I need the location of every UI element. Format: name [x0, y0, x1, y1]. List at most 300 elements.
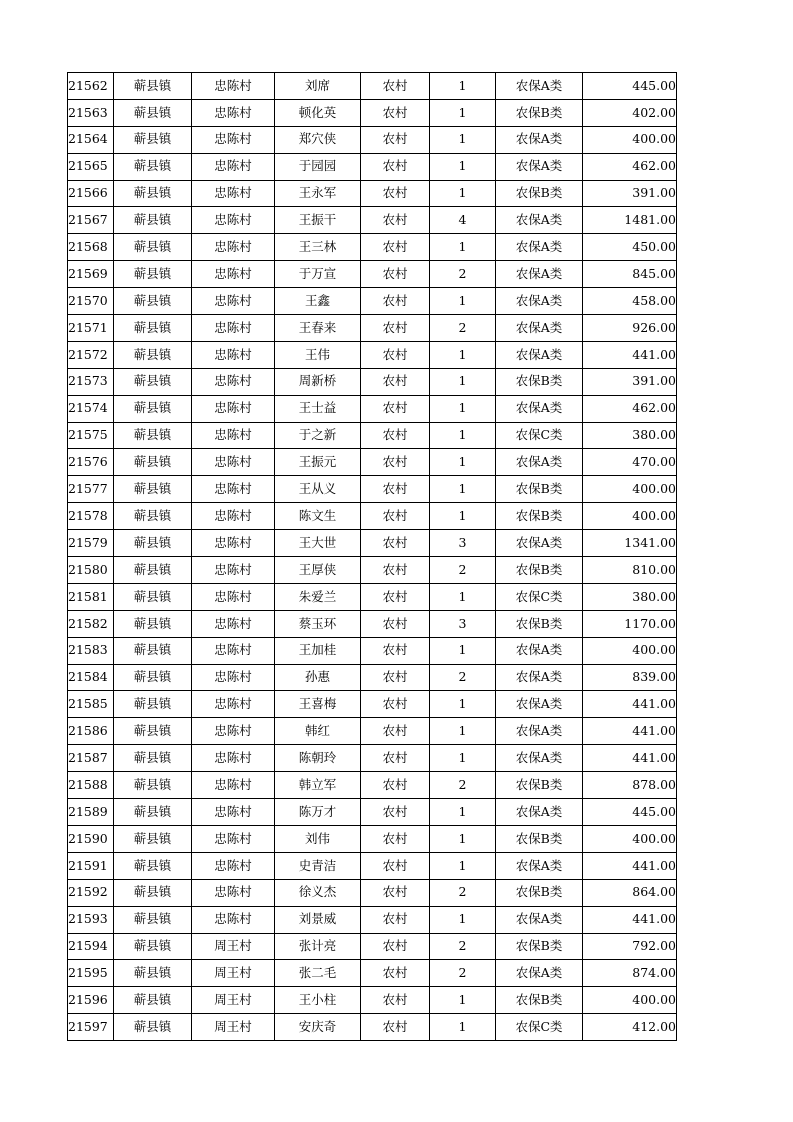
town-cell: 蕲县镇 — [114, 610, 192, 637]
household-count-cell: 1 — [430, 799, 496, 826]
town-cell: 蕲县镇 — [114, 126, 192, 153]
table-row — [68, 207, 677, 234]
household-count-cell: 1 — [430, 691, 496, 718]
insurance-category-cell: 农保A类 — [496, 207, 583, 234]
table-row — [68, 395, 677, 422]
amount-cell: 400.00 — [583, 825, 677, 852]
village-cell: 忠陈村 — [192, 234, 275, 261]
insurance-category-cell: 农保A类 — [496, 341, 583, 368]
insurance-category-cell: 农保A类 — [496, 530, 583, 557]
amount-cell: 402.00 — [583, 99, 677, 126]
area-type-cell: 农村 — [361, 825, 430, 852]
amount-cell: 874.00 — [583, 960, 677, 987]
area-type-cell: 农村 — [361, 852, 430, 879]
record-id-cell: 21571 — [68, 315, 114, 342]
amount-cell: 400.00 — [583, 637, 677, 664]
area-type-cell: 农村 — [361, 234, 430, 261]
village-cell: 忠陈村 — [192, 637, 275, 664]
town-cell: 蕲县镇 — [114, 422, 192, 449]
insurance-category-cell: 农保A类 — [496, 745, 583, 772]
person-name-cell: 孙惠 — [275, 664, 361, 691]
area-type-cell: 农村 — [361, 395, 430, 422]
record-id-cell: 21590 — [68, 825, 114, 852]
household-count-cell: 1 — [430, 476, 496, 503]
amount-cell: 441.00 — [583, 341, 677, 368]
town-cell: 蕲县镇 — [114, 288, 192, 315]
town-cell: 蕲县镇 — [114, 583, 192, 610]
table-row — [68, 933, 677, 960]
record-id-cell: 21563 — [68, 99, 114, 126]
amount-cell: 926.00 — [583, 315, 677, 342]
table-row — [68, 261, 677, 288]
person-name-cell: 陈万才 — [275, 799, 361, 826]
household-count-cell: 1 — [430, 503, 496, 530]
person-name-cell: 王加桂 — [275, 637, 361, 664]
insurance-category-cell: 农保A类 — [496, 718, 583, 745]
household-count-cell: 1 — [430, 906, 496, 933]
insurance-category-cell: 农保A类 — [496, 449, 583, 476]
village-cell: 忠陈村 — [192, 906, 275, 933]
village-cell: 忠陈村 — [192, 288, 275, 315]
insurance-category-cell: 农保A类 — [496, 73, 583, 100]
village-cell: 忠陈村 — [192, 261, 275, 288]
area-type-cell: 农村 — [361, 906, 430, 933]
record-id-cell: 21582 — [68, 610, 114, 637]
village-cell: 忠陈村 — [192, 395, 275, 422]
table-row — [68, 772, 677, 799]
household-count-cell: 4 — [430, 207, 496, 234]
insurance-category-cell: 农保A类 — [496, 234, 583, 261]
insurance-category-cell: 农保B类 — [496, 933, 583, 960]
area-type-cell: 农村 — [361, 772, 430, 799]
person-name-cell: 陈朝玲 — [275, 745, 361, 772]
record-id-cell: 21596 — [68, 987, 114, 1014]
amount-cell: 445.00 — [583, 73, 677, 100]
household-count-cell: 1 — [430, 99, 496, 126]
person-name-cell: 于万宣 — [275, 261, 361, 288]
town-cell: 蕲县镇 — [114, 825, 192, 852]
village-cell: 忠陈村 — [192, 368, 275, 395]
town-cell: 蕲县镇 — [114, 691, 192, 718]
village-cell: 周王村 — [192, 987, 275, 1014]
village-cell: 忠陈村 — [192, 207, 275, 234]
amount-cell: 810.00 — [583, 557, 677, 584]
table-row — [68, 987, 677, 1014]
record-id-cell: 21573 — [68, 368, 114, 395]
household-count-cell: 1 — [430, 180, 496, 207]
area-type-cell: 农村 — [361, 99, 430, 126]
record-id-cell: 21577 — [68, 476, 114, 503]
amount-cell: 441.00 — [583, 691, 677, 718]
town-cell: 蕲县镇 — [114, 449, 192, 476]
town-cell: 蕲县镇 — [114, 1014, 192, 1041]
person-name-cell: 韩红 — [275, 718, 361, 745]
amount-cell: 1341.00 — [583, 530, 677, 557]
person-name-cell: 王春来 — [275, 315, 361, 342]
table-row — [68, 691, 677, 718]
amount-cell: 458.00 — [583, 288, 677, 315]
village-cell: 忠陈村 — [192, 476, 275, 503]
person-name-cell: 张计亮 — [275, 933, 361, 960]
amount-cell: 1481.00 — [583, 207, 677, 234]
table-row — [68, 852, 677, 879]
amount-cell: 380.00 — [583, 583, 677, 610]
household-count-cell: 1 — [430, 987, 496, 1014]
area-type-cell: 农村 — [361, 987, 430, 1014]
record-id-cell: 21580 — [68, 557, 114, 584]
amount-cell: 400.00 — [583, 126, 677, 153]
town-cell: 蕲县镇 — [114, 395, 192, 422]
insurance-category-cell: 农保A类 — [496, 126, 583, 153]
village-cell: 忠陈村 — [192, 825, 275, 852]
insurance-category-cell: 农保B类 — [496, 557, 583, 584]
record-id-cell: 21588 — [68, 772, 114, 799]
record-id-cell: 21578 — [68, 503, 114, 530]
town-cell: 蕲县镇 — [114, 341, 192, 368]
town-cell: 蕲县镇 — [114, 772, 192, 799]
insurance-category-cell: 农保B类 — [496, 180, 583, 207]
town-cell: 蕲县镇 — [114, 852, 192, 879]
village-cell: 忠陈村 — [192, 718, 275, 745]
insurance-category-cell: 农保B类 — [496, 503, 583, 530]
table-row — [68, 234, 677, 261]
person-name-cell: 韩立军 — [275, 772, 361, 799]
roster-table-body — [68, 73, 677, 1041]
household-count-cell: 2 — [430, 261, 496, 288]
table-row — [68, 637, 677, 664]
insurance-category-cell: 农保B类 — [496, 987, 583, 1014]
insurance-category-cell: 农保B类 — [496, 368, 583, 395]
town-cell: 蕲县镇 — [114, 933, 192, 960]
amount-cell: 391.00 — [583, 368, 677, 395]
insurance-category-cell: 农保A类 — [496, 852, 583, 879]
table-row — [68, 664, 677, 691]
insurance-category-cell: 农保C类 — [496, 1014, 583, 1041]
household-count-cell: 3 — [430, 530, 496, 557]
town-cell: 蕲县镇 — [114, 207, 192, 234]
amount-cell: 441.00 — [583, 906, 677, 933]
household-count-cell: 1 — [430, 637, 496, 664]
household-count-cell: 2 — [430, 960, 496, 987]
area-type-cell: 农村 — [361, 583, 430, 610]
household-count-cell: 1 — [430, 73, 496, 100]
record-id-cell: 21570 — [68, 288, 114, 315]
table-row — [68, 583, 677, 610]
insurance-category-cell: 农保A类 — [496, 261, 583, 288]
amount-cell: 1170.00 — [583, 610, 677, 637]
area-type-cell: 农村 — [361, 153, 430, 180]
insurance-category-cell: 农保A类 — [496, 799, 583, 826]
village-cell: 忠陈村 — [192, 503, 275, 530]
household-count-cell: 2 — [430, 557, 496, 584]
household-count-cell: 1 — [430, 745, 496, 772]
record-id-cell: 21564 — [68, 126, 114, 153]
area-type-cell: 农村 — [361, 261, 430, 288]
area-type-cell: 农村 — [361, 449, 430, 476]
town-cell: 蕲县镇 — [114, 637, 192, 664]
table-row — [68, 153, 677, 180]
amount-cell: 864.00 — [583, 879, 677, 906]
household-count-cell: 1 — [430, 422, 496, 449]
person-name-cell: 王三林 — [275, 234, 361, 261]
town-cell: 蕲县镇 — [114, 99, 192, 126]
person-name-cell: 王永军 — [275, 180, 361, 207]
insurance-category-cell: 农保B类 — [496, 825, 583, 852]
village-cell: 周王村 — [192, 1014, 275, 1041]
village-cell: 忠陈村 — [192, 73, 275, 100]
insurance-category-cell: 农保A类 — [496, 153, 583, 180]
person-name-cell: 王振干 — [275, 207, 361, 234]
record-id-cell: 21589 — [68, 799, 114, 826]
amount-cell: 400.00 — [583, 476, 677, 503]
village-cell: 忠陈村 — [192, 530, 275, 557]
household-count-cell: 1 — [430, 368, 496, 395]
village-cell: 忠陈村 — [192, 799, 275, 826]
household-count-cell: 1 — [430, 153, 496, 180]
insurance-category-cell: 农保A类 — [496, 315, 583, 342]
insurance-category-cell: 农保B类 — [496, 772, 583, 799]
insurance-category-cell: 农保A类 — [496, 960, 583, 987]
area-type-cell: 农村 — [361, 879, 430, 906]
table-row — [68, 341, 677, 368]
town-cell: 蕲县镇 — [114, 476, 192, 503]
town-cell: 蕲县镇 — [114, 557, 192, 584]
insurance-category-cell: 农保A类 — [496, 395, 583, 422]
town-cell: 蕲县镇 — [114, 745, 192, 772]
person-name-cell: 于之新 — [275, 422, 361, 449]
area-type-cell: 农村 — [361, 718, 430, 745]
table-row — [68, 99, 677, 126]
person-name-cell: 王大世 — [275, 530, 361, 557]
village-cell: 忠陈村 — [192, 691, 275, 718]
table-row — [68, 126, 677, 153]
record-id-cell: 21574 — [68, 395, 114, 422]
area-type-cell: 农村 — [361, 368, 430, 395]
insurance-category-cell: 农保A类 — [496, 906, 583, 933]
area-type-cell: 农村 — [361, 799, 430, 826]
person-name-cell: 王厚侠 — [275, 557, 361, 584]
record-id-cell: 21591 — [68, 852, 114, 879]
town-cell: 蕲县镇 — [114, 987, 192, 1014]
person-name-cell: 王喜梅 — [275, 691, 361, 718]
person-name-cell: 朱爱兰 — [275, 583, 361, 610]
record-id-cell: 21567 — [68, 207, 114, 234]
household-count-cell: 2 — [430, 664, 496, 691]
village-cell: 周王村 — [192, 933, 275, 960]
person-name-cell: 徐义杰 — [275, 879, 361, 906]
record-id-cell: 21585 — [68, 691, 114, 718]
area-type-cell: 农村 — [361, 341, 430, 368]
household-count-cell: 2 — [430, 772, 496, 799]
record-id-cell: 21562 — [68, 73, 114, 100]
table-row — [68, 960, 677, 987]
person-name-cell: 王伟 — [275, 341, 361, 368]
amount-cell: 445.00 — [583, 799, 677, 826]
town-cell: 蕲县镇 — [114, 73, 192, 100]
village-cell: 周王村 — [192, 960, 275, 987]
amount-cell: 462.00 — [583, 153, 677, 180]
town-cell: 蕲县镇 — [114, 315, 192, 342]
record-id-cell: 21565 — [68, 153, 114, 180]
town-cell: 蕲县镇 — [114, 153, 192, 180]
insurance-category-cell: 农保B类 — [496, 610, 583, 637]
area-type-cell: 农村 — [361, 476, 430, 503]
town-cell: 蕲县镇 — [114, 879, 192, 906]
insurance-category-cell: 农保A类 — [496, 637, 583, 664]
household-count-cell: 1 — [430, 395, 496, 422]
table-row — [68, 422, 677, 449]
record-id-cell: 21569 — [68, 261, 114, 288]
area-type-cell: 农村 — [361, 933, 430, 960]
household-count-cell: 2 — [430, 933, 496, 960]
person-name-cell: 于园园 — [275, 153, 361, 180]
person-name-cell: 刘席 — [275, 73, 361, 100]
person-name-cell: 刘景威 — [275, 906, 361, 933]
village-cell: 忠陈村 — [192, 583, 275, 610]
area-type-cell: 农村 — [361, 180, 430, 207]
table-row — [68, 879, 677, 906]
household-count-cell: 1 — [430, 825, 496, 852]
record-id-cell: 21597 — [68, 1014, 114, 1041]
amount-cell: 400.00 — [583, 503, 677, 530]
village-cell: 忠陈村 — [192, 180, 275, 207]
town-cell: 蕲县镇 — [114, 530, 192, 557]
town-cell: 蕲县镇 — [114, 503, 192, 530]
household-count-cell: 1 — [430, 234, 496, 261]
table-row — [68, 368, 677, 395]
table-row — [68, 718, 677, 745]
person-name-cell: 刘伟 — [275, 825, 361, 852]
town-cell: 蕲县镇 — [114, 234, 192, 261]
household-count-cell: 2 — [430, 315, 496, 342]
area-type-cell: 农村 — [361, 530, 430, 557]
insurance-category-cell: 农保C类 — [496, 583, 583, 610]
table-row — [68, 610, 677, 637]
household-count-cell: 2 — [430, 879, 496, 906]
insurance-category-cell: 农保B类 — [496, 879, 583, 906]
person-name-cell: 陈文生 — [275, 503, 361, 530]
person-name-cell: 王士益 — [275, 395, 361, 422]
area-type-cell: 农村 — [361, 637, 430, 664]
person-name-cell: 顿化英 — [275, 99, 361, 126]
record-id-cell: 21586 — [68, 718, 114, 745]
household-count-cell: 1 — [430, 288, 496, 315]
area-type-cell: 农村 — [361, 503, 430, 530]
village-cell: 忠陈村 — [192, 422, 275, 449]
village-cell: 忠陈村 — [192, 745, 275, 772]
area-type-cell: 农村 — [361, 557, 430, 584]
amount-cell: 839.00 — [583, 664, 677, 691]
household-count-cell: 1 — [430, 583, 496, 610]
village-cell: 忠陈村 — [192, 126, 275, 153]
amount-cell: 450.00 — [583, 234, 677, 261]
person-name-cell: 王小柱 — [275, 987, 361, 1014]
person-name-cell: 王从义 — [275, 476, 361, 503]
village-cell: 忠陈村 — [192, 153, 275, 180]
village-cell: 忠陈村 — [192, 99, 275, 126]
village-cell: 忠陈村 — [192, 664, 275, 691]
area-type-cell: 农村 — [361, 315, 430, 342]
table-row — [68, 530, 677, 557]
person-name-cell: 蔡玉环 — [275, 610, 361, 637]
table-row — [68, 476, 677, 503]
area-type-cell: 农村 — [361, 422, 430, 449]
village-cell: 忠陈村 — [192, 315, 275, 342]
area-type-cell: 农村 — [361, 288, 430, 315]
record-id-cell: 21576 — [68, 449, 114, 476]
table-row — [68, 73, 677, 100]
household-count-cell: 1 — [430, 1014, 496, 1041]
area-type-cell: 农村 — [361, 1014, 430, 1041]
town-cell: 蕲县镇 — [114, 960, 192, 987]
area-type-cell: 农村 — [361, 960, 430, 987]
insurance-category-cell: 农保B类 — [496, 476, 583, 503]
table-row — [68, 315, 677, 342]
amount-cell: 462.00 — [583, 395, 677, 422]
town-cell: 蕲县镇 — [114, 718, 192, 745]
village-cell: 忠陈村 — [192, 772, 275, 799]
village-cell: 忠陈村 — [192, 852, 275, 879]
record-id-cell: 21592 — [68, 879, 114, 906]
town-cell: 蕲县镇 — [114, 180, 192, 207]
town-cell: 蕲县镇 — [114, 799, 192, 826]
village-cell: 忠陈村 — [192, 610, 275, 637]
amount-cell: 380.00 — [583, 422, 677, 449]
household-count-cell: 1 — [430, 341, 496, 368]
amount-cell: 441.00 — [583, 718, 677, 745]
area-type-cell: 农村 — [361, 745, 430, 772]
person-name-cell: 郑穴侠 — [275, 126, 361, 153]
village-cell: 忠陈村 — [192, 879, 275, 906]
amount-cell: 878.00 — [583, 772, 677, 799]
record-id-cell: 21587 — [68, 745, 114, 772]
person-name-cell: 王鑫 — [275, 288, 361, 315]
amount-cell: 391.00 — [583, 180, 677, 207]
insurance-category-cell: 农保A类 — [496, 288, 583, 315]
area-type-cell: 农村 — [361, 73, 430, 100]
record-id-cell: 21575 — [68, 422, 114, 449]
village-cell: 忠陈村 — [192, 557, 275, 584]
household-count-cell: 1 — [430, 718, 496, 745]
table-row — [68, 180, 677, 207]
amount-cell: 845.00 — [583, 261, 677, 288]
record-id-cell: 21566 — [68, 180, 114, 207]
household-count-cell: 1 — [430, 449, 496, 476]
insurance-category-cell: 农保B类 — [496, 99, 583, 126]
amount-cell: 792.00 — [583, 933, 677, 960]
person-name-cell: 张二毛 — [275, 960, 361, 987]
area-type-cell: 农村 — [361, 207, 430, 234]
amount-cell: 470.00 — [583, 449, 677, 476]
record-id-cell: 21572 — [68, 341, 114, 368]
record-id-cell: 21595 — [68, 960, 114, 987]
household-count-cell: 3 — [430, 610, 496, 637]
insurance-category-cell: 农保A类 — [496, 664, 583, 691]
table-row — [68, 1014, 677, 1041]
table-row — [68, 449, 677, 476]
town-cell: 蕲县镇 — [114, 664, 192, 691]
household-count-cell: 1 — [430, 126, 496, 153]
table-row — [68, 825, 677, 852]
town-cell: 蕲县镇 — [114, 261, 192, 288]
person-name-cell: 王振元 — [275, 449, 361, 476]
household-count-cell: 1 — [430, 852, 496, 879]
record-id-cell: 21584 — [68, 664, 114, 691]
record-id-cell: 21568 — [68, 234, 114, 261]
person-name-cell: 史青洁 — [275, 852, 361, 879]
area-type-cell: 农村 — [361, 664, 430, 691]
record-id-cell: 21579 — [68, 530, 114, 557]
